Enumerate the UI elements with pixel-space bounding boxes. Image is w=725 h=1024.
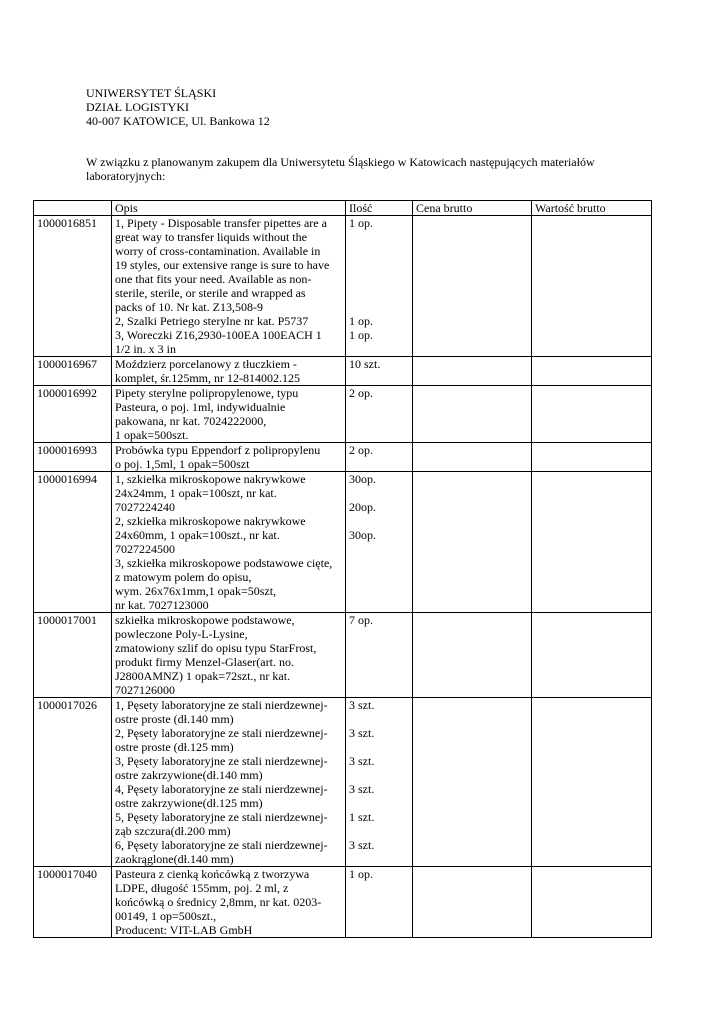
description-line: nr kat. 7027123000 xyxy=(115,598,209,612)
quantity-line xyxy=(349,881,409,895)
description-line: 1 opak=500szt. xyxy=(115,428,189,442)
column-header-wartosc-brutto: Wartość brutto xyxy=(532,201,652,216)
table-row xyxy=(34,443,652,472)
quantity-line xyxy=(349,655,409,669)
description-line: produkt firmy Menzel-Glaser(art. no. xyxy=(115,655,294,669)
quantity-line xyxy=(349,428,409,442)
item-gross-price xyxy=(413,216,532,357)
column-header-ilosc: Ilość xyxy=(346,201,413,216)
item-quantity xyxy=(346,443,413,472)
quantity-line: 1 op. xyxy=(349,314,373,328)
item-quantity xyxy=(346,698,413,867)
description-line: sterile, sterile, or sterile and wrapped as xyxy=(115,286,306,300)
description-line: great way to transfer liquids without the xyxy=(115,230,307,244)
table-header-row xyxy=(34,201,652,216)
item-quantity xyxy=(346,216,413,357)
item-number: 1000016851 xyxy=(34,216,112,357)
description-line: komplet, śr.125mm, nr 12-814002.125 xyxy=(115,371,300,385)
description-line: ostre proste (dł.140 mm) xyxy=(115,712,234,726)
item-number: 1000017001 xyxy=(34,613,112,698)
quantity-line xyxy=(349,669,409,683)
item-gross-price xyxy=(413,472,532,613)
description-line: 19 styles, our extensive range is sure to have xyxy=(115,258,330,272)
table-row xyxy=(34,867,652,938)
description-line: 2, Szalki Petriego sterylne nr kat. P5737 xyxy=(115,314,309,328)
quantity-line: 3 szt. xyxy=(349,782,375,796)
item-description xyxy=(112,472,346,613)
quantity-line xyxy=(349,300,409,314)
description-line: 5, Pęsety laboratoryjne ze stali nierdzewnej- xyxy=(115,810,328,824)
quantity-line xyxy=(349,400,409,414)
description-line: Pipety sterylne polipropylenowe, typu xyxy=(115,386,299,400)
quantity-line xyxy=(349,740,409,754)
quantity-line xyxy=(349,542,409,556)
description-line: szkiełka mikroskopowe podstawowe, xyxy=(115,613,295,627)
item-number: 1000016993 xyxy=(34,443,112,472)
item-description xyxy=(112,613,346,698)
description-line: 00149, 1 op=500szt., xyxy=(115,909,217,923)
description-line: ostre zakrzywione(dł.140 mm) xyxy=(115,768,263,782)
quantity-line: 30op. xyxy=(349,528,376,542)
item-number: 1000016992 xyxy=(34,386,112,443)
quantity-line xyxy=(349,909,409,923)
table-row xyxy=(34,698,652,867)
quantity-line xyxy=(349,272,409,286)
table-row xyxy=(34,472,652,613)
quantity-line xyxy=(349,768,409,782)
column-header-id xyxy=(34,201,112,216)
description-line: LDPE, długość 155mm, poj. 2 ml, z xyxy=(115,881,289,895)
item-description xyxy=(112,386,346,443)
item-gross-value xyxy=(532,216,652,357)
letterhead xyxy=(86,86,270,128)
item-quantity xyxy=(346,867,413,938)
quantity-line xyxy=(349,627,409,641)
description-line: Probówka typu Eppendorf z polipropylenu xyxy=(115,443,321,457)
description-line: Producent: VIT-LAB GmbH xyxy=(115,923,253,937)
item-quantity xyxy=(346,613,413,698)
item-gross-value xyxy=(532,357,652,386)
quantity-line xyxy=(349,824,409,838)
quantity-line: 2 op. xyxy=(349,443,373,457)
item-quantity xyxy=(346,386,413,443)
quantity-line: 3 szt. xyxy=(349,754,375,768)
item-quantity xyxy=(346,357,413,386)
description-line: 3, Pęsety laboratoryjne ze stali nierdzewnej- xyxy=(115,754,328,768)
item-gross-value xyxy=(532,698,652,867)
description-line: 4, Pęsety laboratoryjne ze stali nierdzewnej- xyxy=(115,782,328,796)
description-line: 1/2 in. x 3 in xyxy=(115,342,177,356)
description-line: zmatowiony szlif do opisu typu StarFrost, xyxy=(115,641,317,655)
description-line: one that fits your need. Available as non- xyxy=(115,272,312,286)
item-gross-price xyxy=(413,386,532,443)
table-body xyxy=(34,216,652,938)
quantity-line: 3 szt. xyxy=(349,726,375,740)
quantity-line xyxy=(349,258,409,272)
description-line: J2800AMNZ) 1 opak=72szt., nr kat. xyxy=(115,669,291,683)
quantity-line xyxy=(349,457,409,471)
description-line: pakowana, nr kat. 7024222000, xyxy=(115,414,267,428)
description-line: z matowym polem do opisu, xyxy=(115,570,252,584)
quantity-line: 2 op. xyxy=(349,386,373,400)
intro-paragraph xyxy=(86,155,646,183)
item-number: 1000016967 xyxy=(34,357,112,386)
quantity-line xyxy=(349,414,409,428)
item-gross-price xyxy=(413,613,532,698)
description-line: 1, Pęsety laboratoryjne ze stali nierdzewnej- xyxy=(115,698,328,712)
table-row xyxy=(34,613,652,698)
item-gross-price xyxy=(413,357,532,386)
description-line: 6, Pęsety laboratoryjne ze stali nierdzewnej- xyxy=(115,838,328,852)
description-line: powleczone Poly-L-Lysine, xyxy=(115,627,248,641)
university-name: UNIWERSYTET ŚLĄSKI xyxy=(86,86,217,100)
quantity-line xyxy=(349,286,409,300)
quantity-line: 1 op. xyxy=(349,216,373,230)
description-line: ostre zakrzywione(dł.125 mm) xyxy=(115,796,263,810)
item-number: 1000017026 xyxy=(34,698,112,867)
quantity-line: 30op. xyxy=(349,472,376,486)
quantity-line xyxy=(349,230,409,244)
table-row xyxy=(34,357,652,386)
description-line: 2, Pęsety laboratoryjne ze stali nierdzewnej- xyxy=(115,726,328,740)
department-name: DZIAŁ LOGISTYKI xyxy=(86,100,189,114)
description-line: 7027224240 xyxy=(115,500,175,514)
intro-line-2: laboratoryjnych: xyxy=(86,169,166,183)
description-line: Moździerz porcelanowy z tłuczkiem - xyxy=(115,357,297,371)
quantity-line xyxy=(349,683,409,697)
quantity-line xyxy=(349,895,409,909)
description-line: końcówką o średnicy 2,8mm, nr kat. 0203- xyxy=(115,895,322,909)
item-description xyxy=(112,698,346,867)
description-line: 1, Pipety - Disposable transfer pipettes are a xyxy=(115,216,327,230)
item-gross-price xyxy=(413,698,532,867)
quantity-line: 1 op. xyxy=(349,328,373,342)
quantity-line xyxy=(349,712,409,726)
description-line: 3, Woreczki Z16,2930-100EA 100EACH 1 xyxy=(115,328,322,342)
address: 40-007 KATOWICE, Ul. Bankowa 12 xyxy=(86,114,270,128)
quantity-line xyxy=(349,244,409,258)
description-line: 7027224500 xyxy=(115,542,175,556)
quantity-line: 3 szt. xyxy=(349,698,375,712)
item-gross-value xyxy=(532,867,652,938)
quantity-line xyxy=(349,641,409,655)
quantity-line: 3 szt. xyxy=(349,838,375,852)
item-quantity xyxy=(346,472,413,613)
table-row xyxy=(34,386,652,443)
quantity-line xyxy=(349,486,409,500)
quantity-line xyxy=(349,342,409,356)
description-line: Pasteura z cienką końcówką z tworzywa xyxy=(115,867,310,881)
column-header-cena-brutto: Cena brutto xyxy=(413,201,532,216)
item-description xyxy=(112,443,346,472)
item-number: 1000017040 xyxy=(34,867,112,938)
description-line: ząb szczura(dł.200 mm) xyxy=(115,824,231,838)
materials-table xyxy=(33,200,652,938)
item-gross-value xyxy=(532,443,652,472)
item-number: 1000016994 xyxy=(34,472,112,613)
description-line: wym. 26x76x1mm,1 opak=50szt, xyxy=(115,584,277,598)
description-line: 24x24mm, 1 opak=100szt, nr kat. xyxy=(115,486,277,500)
quantity-line: 20op. xyxy=(349,500,376,514)
item-description xyxy=(112,216,346,357)
quantity-line: 1 szt. xyxy=(349,810,375,824)
quantity-line xyxy=(349,570,409,584)
quantity-line xyxy=(349,556,409,570)
item-gross-value xyxy=(532,472,652,613)
table-row xyxy=(34,216,652,357)
quantity-line: 7 op. xyxy=(349,613,373,627)
description-line: zaokrąglone(dł.140 mm) xyxy=(115,852,234,866)
column-header-opis: Opis xyxy=(112,201,346,216)
item-description xyxy=(112,867,346,938)
quantity-line xyxy=(349,598,409,612)
description-line: 7027126000 xyxy=(115,683,175,697)
item-gross-price xyxy=(413,443,532,472)
description-line: packs of 10. Nr kat. Z13,508-9 xyxy=(115,300,263,314)
quantity-line xyxy=(349,514,409,528)
quantity-line xyxy=(349,796,409,810)
quantity-line xyxy=(349,371,409,385)
description-line: 24x60mm, 1 opak=100szt., nr kat. xyxy=(115,528,280,542)
description-line: worry of cross-contamination. Available in xyxy=(115,244,321,258)
description-line: 2, szkiełka mikroskopowe nakrywkowe xyxy=(115,514,306,528)
item-gross-value xyxy=(532,613,652,698)
description-line: Pasteura, o poj. 1ml, indywidualnie xyxy=(115,400,286,414)
description-line: o poj. 1,5ml, 1 opak=500szt xyxy=(115,457,250,471)
item-gross-price xyxy=(413,867,532,938)
item-description xyxy=(112,357,346,386)
quantity-line: 1 op. xyxy=(349,867,373,881)
item-gross-value xyxy=(532,386,652,443)
quantity-line: 10 szt. xyxy=(349,357,381,371)
quantity-line xyxy=(349,852,409,866)
quantity-line xyxy=(349,923,409,937)
description-line: ostre proste (dł.125 mm) xyxy=(115,740,234,754)
quantity-line xyxy=(349,584,409,598)
description-line: 3, szkiełka mikroskopowe podstawowe cięte, xyxy=(115,556,333,570)
description-line: 1, szkiełka mikroskopowe nakrywkowe xyxy=(115,472,306,486)
intro-line-1: W związku z planowanym zakupem dla Uniwersytetu Śląskiego w Katowicach następujących materiałów xyxy=(86,155,595,169)
